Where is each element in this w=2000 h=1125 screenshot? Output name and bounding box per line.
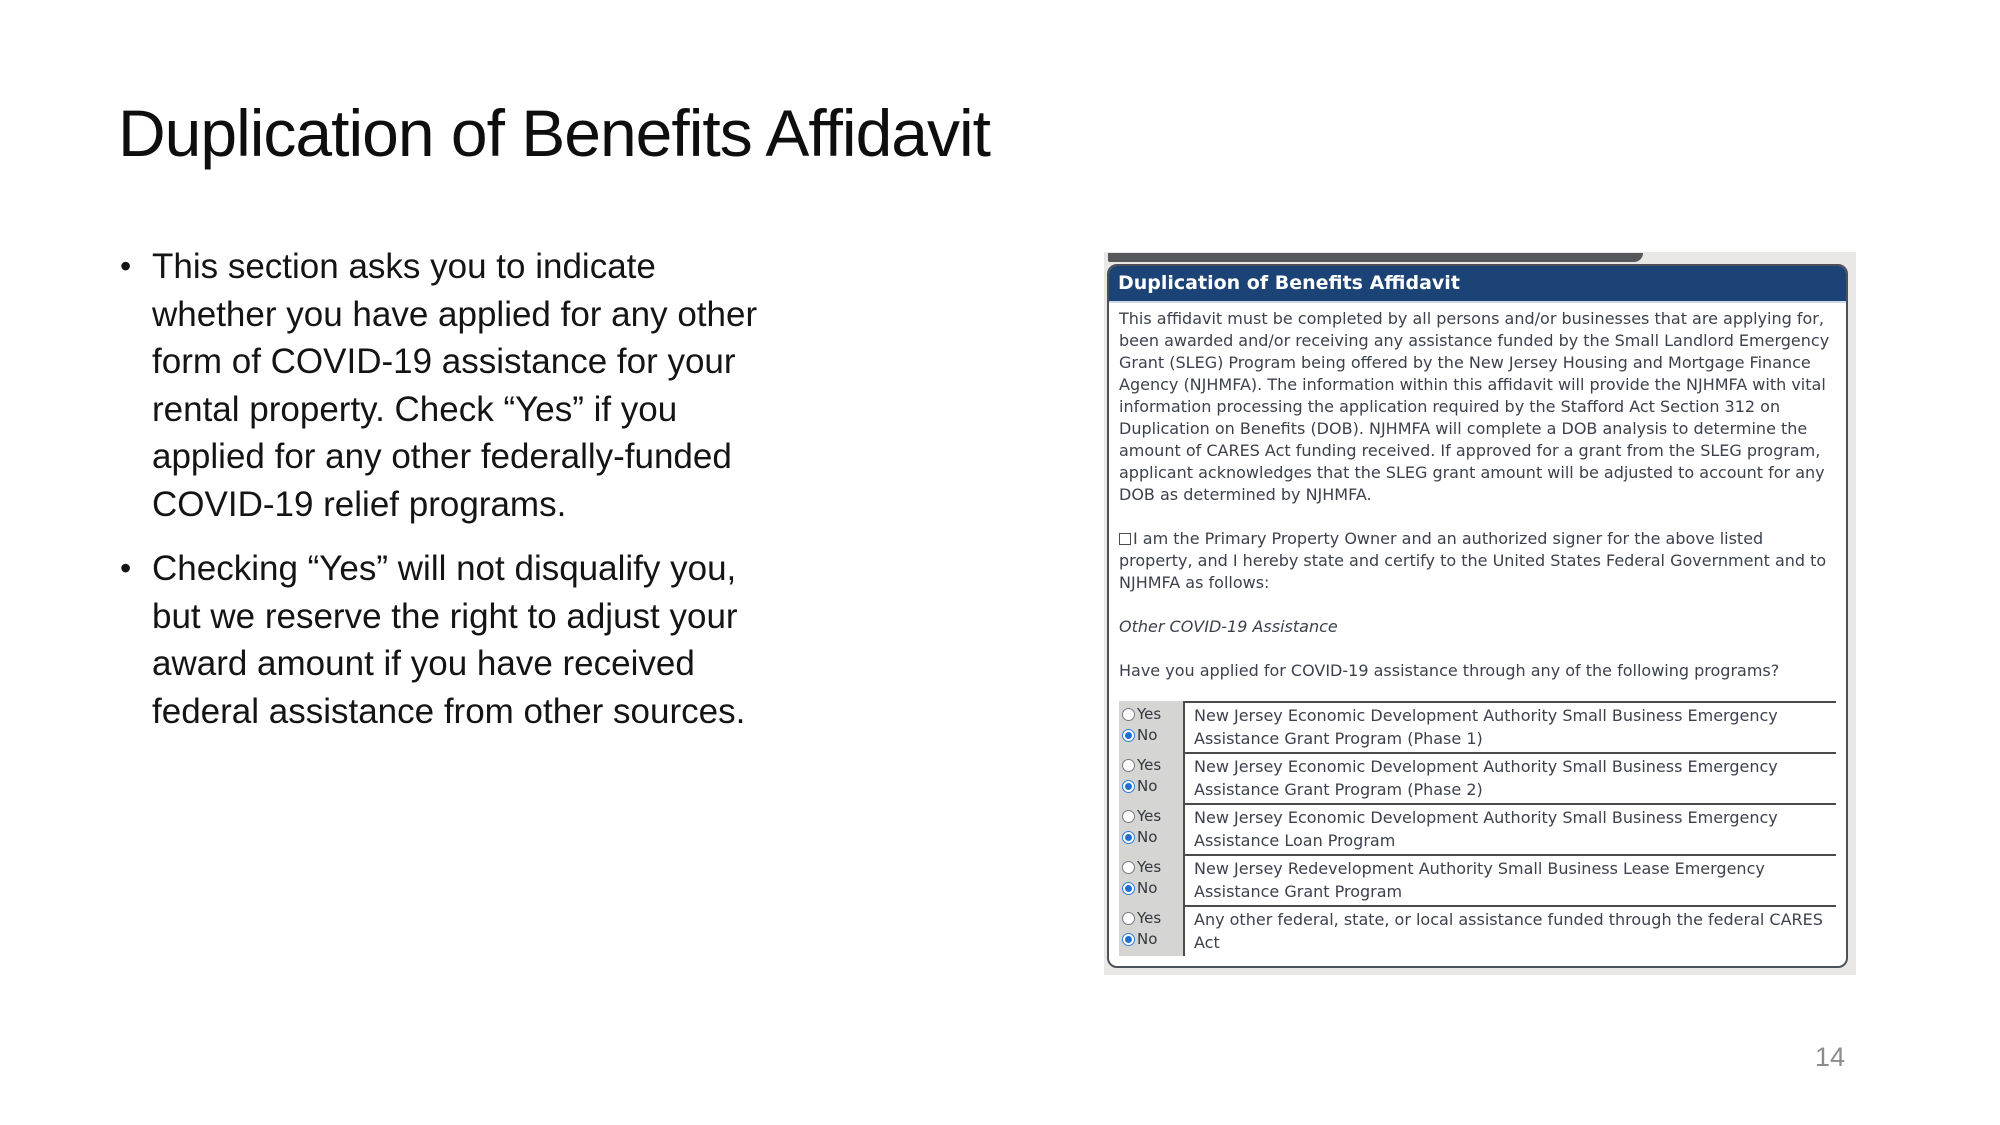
radio-unselected-icon[interactable]: [1122, 912, 1135, 925]
affidavit-panel: [1107, 264, 1848, 968]
radio-unselected-icon[interactable]: [1122, 708, 1135, 721]
no-label: No: [1137, 777, 1158, 795]
program-description: New Jersey Redevelopment Authority Small Business Lease Emergency Assistance Grant Program: [1183, 854, 1836, 905]
table-row: [1119, 854, 1836, 905]
question-text: Have you applied for COVID-19 assistance through any of the following programs?: [1119, 661, 1780, 680]
table-row: [1119, 701, 1836, 752]
primary-owner-checkbox[interactable]: [1119, 533, 1131, 545]
bullet-text: This section asks you to indicate whether you have applied for any other form of COVID-19 assistance for your rental property. Check “Yes” if you applied for any other federally-funded COVID-19 relief programs.: [152, 247, 758, 524]
radio-selected-icon[interactable]: [1122, 729, 1135, 742]
page-title: Duplication of Benefits Affidavit: [118, 96, 990, 170]
no-option[interactable]: [1122, 776, 1181, 797]
table-row: [1119, 905, 1836, 956]
previous-section-bar: [1108, 253, 1643, 262]
radio-unselected-icon[interactable]: [1122, 861, 1135, 874]
certification-text: I am the Primary Property Owner and an authorized signer for the above listed property, and I hereby state and certify to the United States Federal Government and to NJHMFA as follows:: [1119, 529, 1827, 592]
certification-paragraph: [1119, 528, 1836, 594]
yes-no-cell: [1119, 701, 1183, 752]
bullet-list: [118, 243, 763, 735]
table-row: [1119, 752, 1836, 803]
no-label: No: [1137, 726, 1158, 744]
radio-unselected-icon[interactable]: [1122, 759, 1135, 772]
table-row: [1119, 803, 1836, 854]
radio-unselected-icon[interactable]: [1122, 810, 1135, 823]
radio-selected-icon[interactable]: [1122, 831, 1135, 844]
radio-selected-icon[interactable]: [1122, 780, 1135, 793]
yes-label: Yes: [1137, 807, 1162, 825]
yes-label: Yes: [1137, 858, 1162, 876]
no-option[interactable]: [1122, 827, 1181, 848]
no-option[interactable]: [1122, 929, 1181, 950]
no-label: No: [1137, 828, 1158, 846]
section-heading: Other COVID-19 Assistance: [1119, 617, 1338, 636]
no-label: No: [1137, 879, 1158, 897]
program-description: Any other federal, state, or local assistance funded through the federal CARES Act: [1183, 905, 1836, 956]
bullet-icon: •: [120, 248, 132, 284]
yes-label: Yes: [1137, 756, 1162, 774]
list-item: [118, 243, 763, 528]
program-description: New Jersey Economic Development Authority Small Business Emergency Assistance Grant Program (Phase 2): [1183, 752, 1836, 803]
bullet-icon: •: [120, 550, 132, 586]
no-option[interactable]: [1122, 878, 1181, 899]
yes-no-cell: [1119, 803, 1183, 854]
panel-header: Duplication of Benefits Affidavit: [1109, 266, 1846, 303]
assistance-programs-table: [1119, 701, 1836, 956]
radio-selected-icon[interactable]: [1122, 933, 1135, 946]
intro-paragraph: This affidavit must be completed by all persons and/or businesses that are applying for, been awarded and/or receiving any assistance funded by the Small Landlord Emergency Grant (SLEG) Program being offered by the New Jersey Housing and Mortgage Finance Agency (NJHMFA). The information within this affidavit will provide the NJHMFA with vital information processing the application required by the Stafford Act Section 312 on Duplication on Benefits (DOB). NJHMFA will complete a DOB analysis to determine the amount of CARES Act funding received. If approved for a grant from the SLEG program, applicant acknowledges that the SLEG grant amount will be adjusted to account for any DOB as determined by NJHMFA.: [1119, 309, 1830, 504]
list-item: [118, 545, 763, 735]
program-description: New Jersey Economic Development Authority Small Business Emergency Assistance Grant Program (Phase 1): [1183, 701, 1836, 752]
yes-no-cell: [1119, 905, 1183, 956]
panel-body: [1109, 303, 1846, 966]
affidavit-screenshot: [1104, 252, 1856, 975]
radio-selected-icon[interactable]: [1122, 882, 1135, 895]
yes-label: Yes: [1137, 909, 1162, 927]
yes-option[interactable]: [1122, 857, 1181, 878]
yes-option[interactable]: [1122, 908, 1181, 929]
yes-option[interactable]: [1122, 755, 1181, 776]
yes-option[interactable]: [1122, 704, 1181, 725]
yes-no-cell: [1119, 752, 1183, 803]
yes-no-cell: [1119, 854, 1183, 905]
program-description: New Jersey Economic Development Authority Small Business Emergency Assistance Loan Program: [1183, 803, 1836, 854]
no-option[interactable]: [1122, 725, 1181, 746]
bullet-text: Checking “Yes” will not disqualify you, but we reserve the right to adjust your award amount if you have received federal assistance from other sources.: [152, 549, 746, 731]
yes-option[interactable]: [1122, 806, 1181, 827]
no-label: No: [1137, 930, 1158, 948]
yes-label: Yes: [1137, 705, 1162, 723]
page-number: 14: [1815, 1042, 1846, 1072]
